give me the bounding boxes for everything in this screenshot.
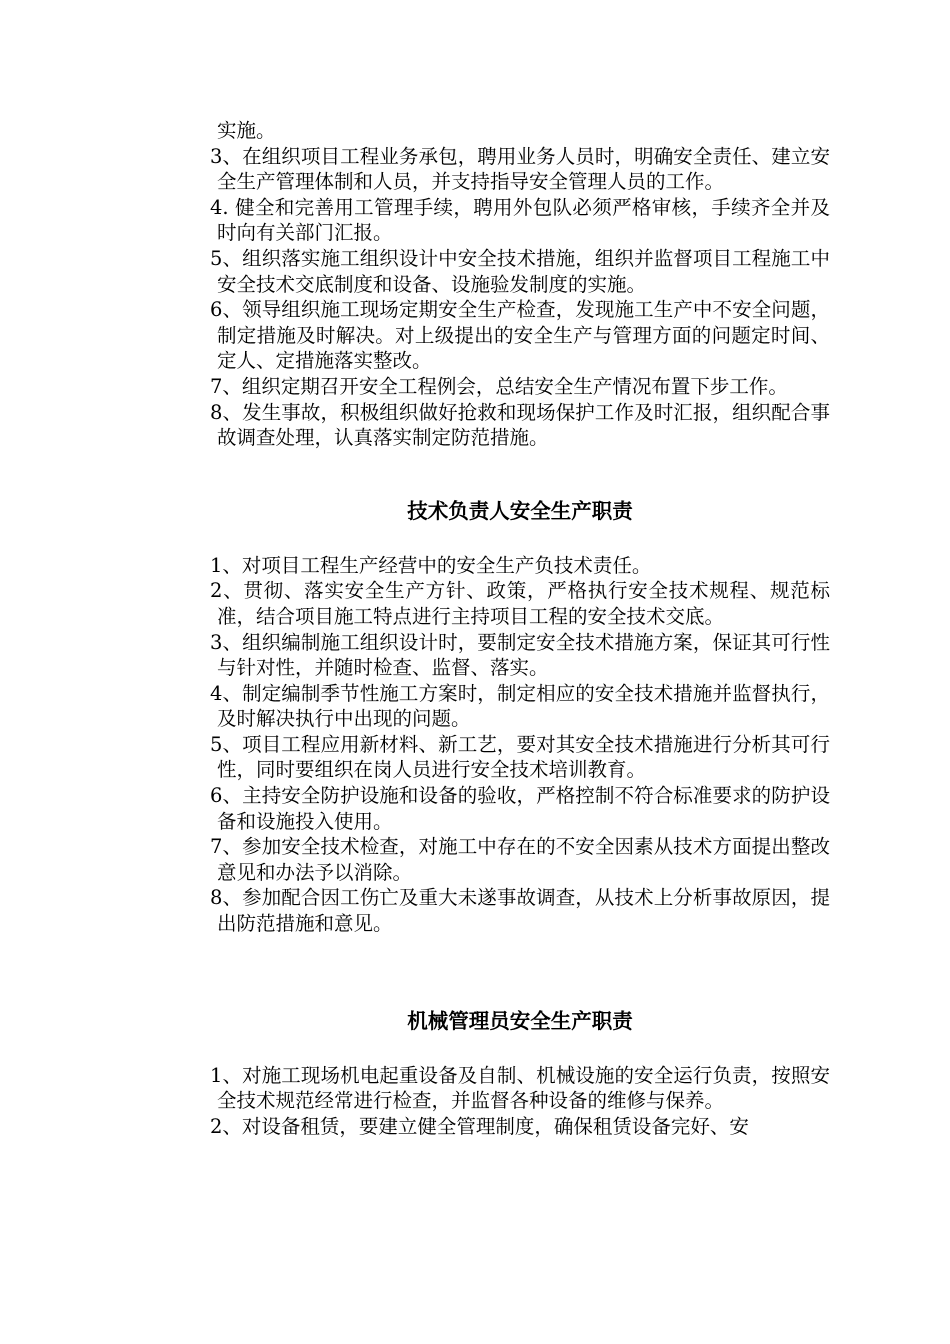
paragraph: 2、对设备租赁，要建立健全管理制度，确保租赁设备完好、安 xyxy=(210,1114,749,1138)
section-technical-lead xyxy=(210,497,830,937)
paragraph: 6、领导组织施工现场定期安全生产检查，发现施工生产中不安全问题，制定措施及时解决。对上级提出的安全生产与管理方面的问题定时间、定人、定措施落实整改。 xyxy=(210,298,830,373)
paragraph: 4、制定编制季节性施工方案时，制定相应的安全技术措施并监督执行，及时解决执行中出现的问题。 xyxy=(210,681,830,731)
paragraph: 实施。 xyxy=(217,119,276,142)
paragraph: 5、组织落实施工组织设计中安全技术措施，组织并监督项目工程施工中安全技术交底制度和设备、设施验发制度的实施。 xyxy=(210,246,830,296)
paragraph: 1、对项目工程生产经营中的安全生产负技术责任。 xyxy=(210,553,652,577)
section-machinery-manager xyxy=(210,1007,830,1140)
paragraph: 6、主持安全防护设施和设备的验收，严格控制不符合标准要求的防护设备和设施投入使用。 xyxy=(210,784,830,833)
paragraph: 3、组织编制施工组织设计时，要制定安全技术措施方案，保证其可行性与针对性，并随时检查、监督、落实。 xyxy=(210,630,830,680)
paragraph: 3、在组织项目工程业务承包，聘用业务人员时，明确安全责任、建立安全生产管理体制和人员，并支持指导安全管理人员的工作。 xyxy=(210,144,830,194)
paragraph: 7、参加安全技术检查，对施工中存在的不安全因素从技术方面提出整改意见和办法予以消除。 xyxy=(210,835,830,884)
paragraph: 7、组织定期召开安全工程例会，总结安全生产情况布置下步工作。 xyxy=(210,374,788,398)
paragraph: 8、发生事故，积极组织做好抢救和现场保护工作及时汇报，组织配合事故调查处理，认真落实制定防范措施。 xyxy=(210,400,830,450)
document-body xyxy=(210,118,830,1139)
paragraph: 2、贯彻、落实安全生产方针、政策，严格执行安全技术规程、规范标准，结合项目施工特点进行主持项目工程的安全技术交底。 xyxy=(210,579,830,628)
section-project-manager-continued xyxy=(210,118,830,451)
paragraph: 4. 健全和完善用工管理手续，聘用外包队必须严格审核，手续齐全并及时向有关部门汇报。 xyxy=(210,195,830,245)
section-heading: 机械管理员安全生产职责 xyxy=(407,1008,633,1033)
paragraph: 8、参加配合因工伤亡及重大未遂事故调查，从技术上分析事故原因，提出防范措施和意见。 xyxy=(210,886,830,936)
section-heading: 技术负责人安全生产职责 xyxy=(407,498,633,523)
paragraph: 1、对施工现场机电起重设备及自制、机械设施的安全运行负责，按照安全技术规范经常进行检查，并监督各种设备的维修与保养。 xyxy=(210,1063,830,1113)
paragraph: 5、项目工程应用新材料、新工艺，要对其安全技术措施进行分析其可行性，同时要组织在岗人员进行安全技术培训教育。 xyxy=(210,732,830,782)
